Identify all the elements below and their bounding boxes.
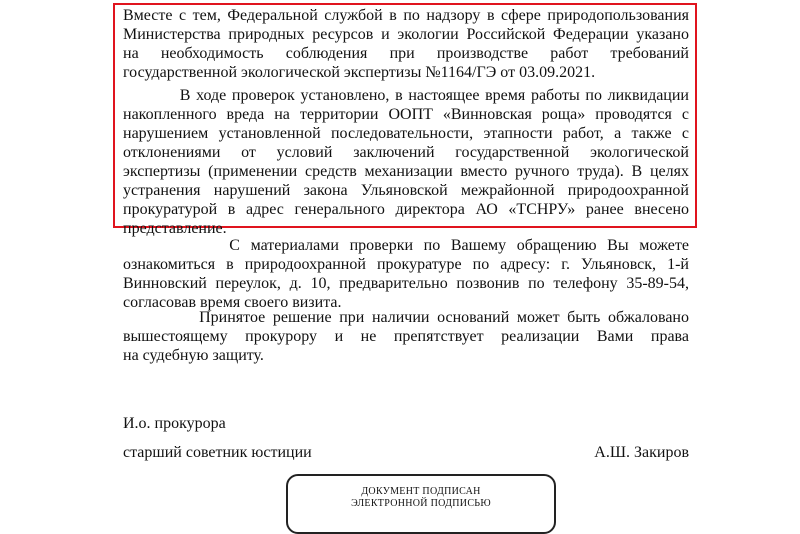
text-line: ознакомиться в природоохранной прокуратуре по адресу: г. Ульяновск, 1-й xyxy=(123,256,689,273)
signatory-rank: старший советник юстиции xyxy=(123,444,312,461)
paragraph-1 xyxy=(123,6,689,82)
paragraph-4 xyxy=(123,308,689,365)
stamp-line: ЭЛЕКТРОННОЙ ПОДПИСЬЮ xyxy=(351,498,491,509)
text-line: В ходе проверок установлено, в настоящее время работы по ликвидации xyxy=(123,87,689,104)
text-line: на необходимость соблюдения при производстве работ требований xyxy=(123,45,689,62)
text-line: экспертизы (применении средств механизации вместо ручного труда). В целях xyxy=(123,163,689,180)
text-line: согласовав время своего визита. xyxy=(123,294,342,311)
paragraph-2 xyxy=(123,86,689,238)
text-line: Вместе с тем, Федеральной службой в по надзору в сфере природопользования xyxy=(123,7,689,24)
text-line: представление. xyxy=(123,220,227,237)
text-line: вышестоящему прокурору и не препятствует реализации Вами права xyxy=(123,328,689,345)
text-line: государственной экологической экспертизы №1164/ГЭ от 03.09.2021. xyxy=(123,64,596,81)
text-line: Винновский переулок, д. 10, предварительно позвонив по телефону 35-89-54, xyxy=(123,275,689,292)
text-line: С материалами проверки по Вашему обращению Вы можете xyxy=(123,237,689,254)
text-line: устранения нарушений закона Ульяновской межрайонной природоохранной xyxy=(123,182,689,199)
stamp-line: ДОКУМЕНТ ПОДПИСАН xyxy=(361,486,481,497)
electronic-signature-stamp xyxy=(286,474,556,534)
text-line: нарушением установленной последовательности, этапности работ, а также с xyxy=(123,125,689,142)
text-line: Министерства природных ресурсов и экологии Российской Федерации указано xyxy=(123,26,689,43)
text-line: накопленного вреда на территории ООПТ «Винновская роща» проводятся с xyxy=(123,106,689,123)
paragraph-3 xyxy=(123,236,689,312)
text-line: прокуратурой в адрес генерального директора АО «ТСНРУ» ранее внесено xyxy=(123,201,689,218)
signatory-title: И.о. прокурора xyxy=(123,415,226,432)
text-line: Принятое решение при наличии оснований может быть обжаловано xyxy=(123,309,689,326)
text-line: отклонениями от условий заключений государственной экологической xyxy=(123,144,689,161)
text-line: на судебную защиту. xyxy=(123,347,264,364)
signatory-name: А.Ш. Закиров xyxy=(594,444,689,461)
